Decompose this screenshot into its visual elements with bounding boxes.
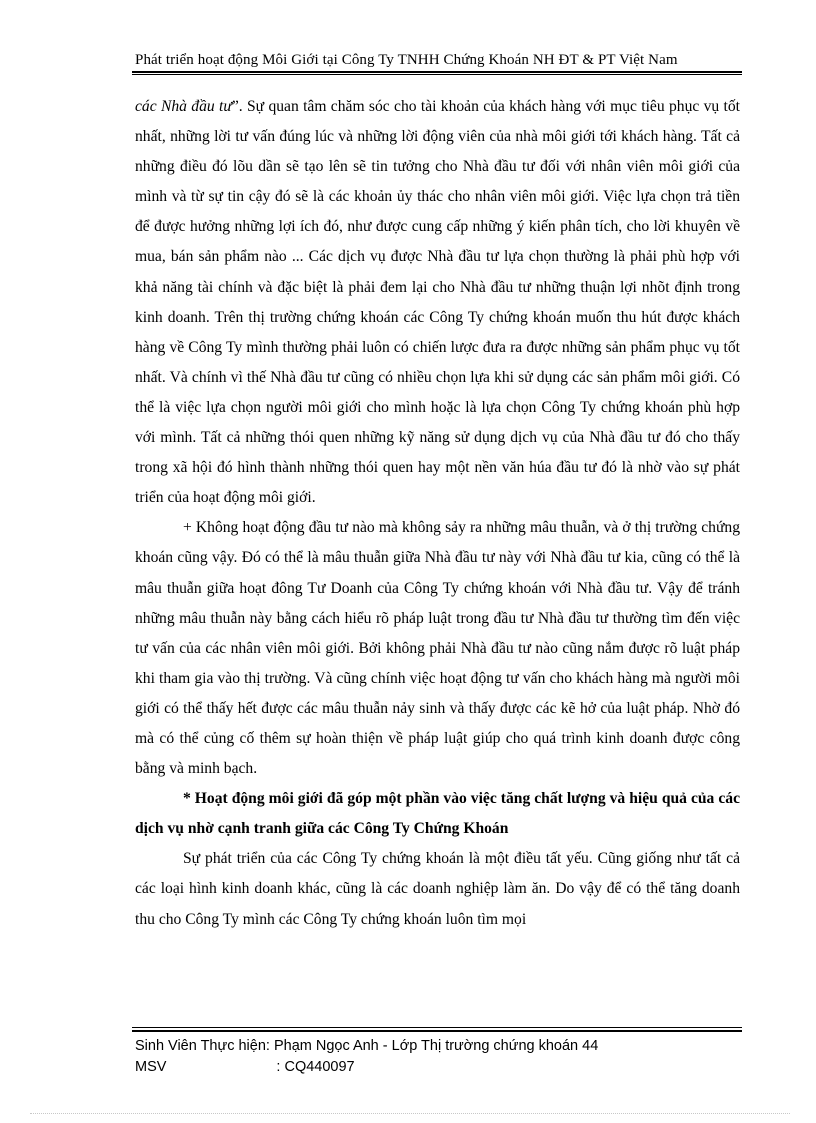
paragraph-3: Sự phát triển của các Công Ty chứng khoán là một điều tất yếu. Cũng giống như tất cả các loại hình kinh doanh khác, cũng là các doanh nghiệp làm ăn. Do vậy để có thể tăng doanh thu cho Công Ty mình các Công Ty chứng khoán luôn tìm mọi: [135, 850, 740, 928]
footer-student-line: Sinh Viên Thực hiện: Phạm Ngọc Anh - Lớp Thị trường chứng khoán 44: [135, 1038, 599, 1054]
page-footer: [135, 1036, 741, 1078]
footer-rule: [132, 1030, 742, 1032]
paragraph-1-text: ”. Sự quan tâm chăm sóc cho tài khoản của khách hàng với mục tiêu phục vụ tốt nhất, những lời tư vấn đúng lúc và những lời động viên của nhà môi giới tới khách hàng. Tất cả những điều đó lõu dần sẽ tạo lên sẽ tin tưởng cho Nhà đầu tư đối với nhân viên môi giới của mình và từ sự tin cậy đó sẽ là các khoản ủy thác cho nhân viên môi giới. Việc lựa chọn trả tiền để được hưởng những lợi ích đó, như được cung cấp những ý kiến phân tích, cho lời khuyên về mua, bán sản phẩm nào ... Các dịch vụ được Nhà đầu tư lựa chọn thường là phải phù hợp với khả năng tài chính và đặc biệt là phải đem lại cho Nhà đầu tư những thuận lợi nhõt định trong kinh doanh. Trên thị trường chứng khoán các Công Ty chứng khoán muốn thu hút được khách hàng về Công Ty mình thường phải luôn có chiến lược đưa ra được những sản phẩm phục vụ tốt nhất. Và chính vì thế Nhà đầu tư cũng có nhiều chọn lựa khi sử dụng các sản phẩm môi giới. Có thể là việc lựa chọn người môi giới cho mình hoặc là lựa chọn Công Ty chứng khoán phù hợp với mình. Tất cả những thói quen những kỹ năng sử dụng dịch vụ của Nhà đầu tư đó cho thấy trong xã hội đó hình thành những thói quen hay một nền văn húa đầu tư đó là nhờ vào sự phát triển của hoạt động môi giới.: [135, 98, 740, 507]
footer-rule-thin: [132, 1027, 742, 1028]
footer-msv-line: [135, 1057, 741, 1078]
footer-msv-label: MSV: [135, 1059, 167, 1075]
section-heading: * Hoạt động môi giới đã góp một phần vào việc tăng chất lượng và hiệu quả của các dịch vụ nhờ cạnh tranh giữa các Công Ty Chứng Khoán: [135, 790, 740, 838]
page-bottom-edge: [30, 1113, 790, 1114]
paragraph-2: + Không hoạt động đầu tư nào mà không sảy ra những mâu thuẫn, và ở thị trường chứng khoán cũng vậy. Đó có thể là mâu thuẫn giữa Nhà đầu tư này với Nhà đầu tư kia, cũng có thể là mâu thuẫn giữa hoạt đông Tư Doanh của Công Ty chứng khoán với Nhà đầu tư. Vậy để tránh những mâu thuẫn này bằng cách hiểu rõ pháp luật trong đầu tư Nhà đầu tư thường tìm đến việc tư vấn của các nhân viên môi giới. Bởi không phải Nhà đầu tư nào cũng nắm được rõ luật pháp khi tham gia vào thị trường. Và cũng chính việc hoạt động tư vấn cho khách hàng mà người môi giới có thể thấy hết được các mâu thuẫn nảy sinh và thấy được các kẽ hở của luật pháp. Nhờ đó mà có thể củng cố thêm sự hoàn thiện về pháp luật giúp cho quá trình kinh doanh được công bằng và minh bạch.: [135, 519, 740, 778]
paragraph-1: [135, 92, 740, 513]
footer-msv-value: : CQ440097: [276, 1059, 355, 1075]
header-rule-thin: [132, 74, 742, 75]
document-body: [135, 92, 740, 935]
paragraph-1-italic-lead: các Nhà đầu tư: [135, 98, 232, 115]
header-rule: [132, 71, 742, 73]
page-header-title: Phát triển hoạt động Môi Giới tại Công Ty TNHH Chứng Khoán NH ĐT & PT Việt Nam: [135, 52, 678, 68]
